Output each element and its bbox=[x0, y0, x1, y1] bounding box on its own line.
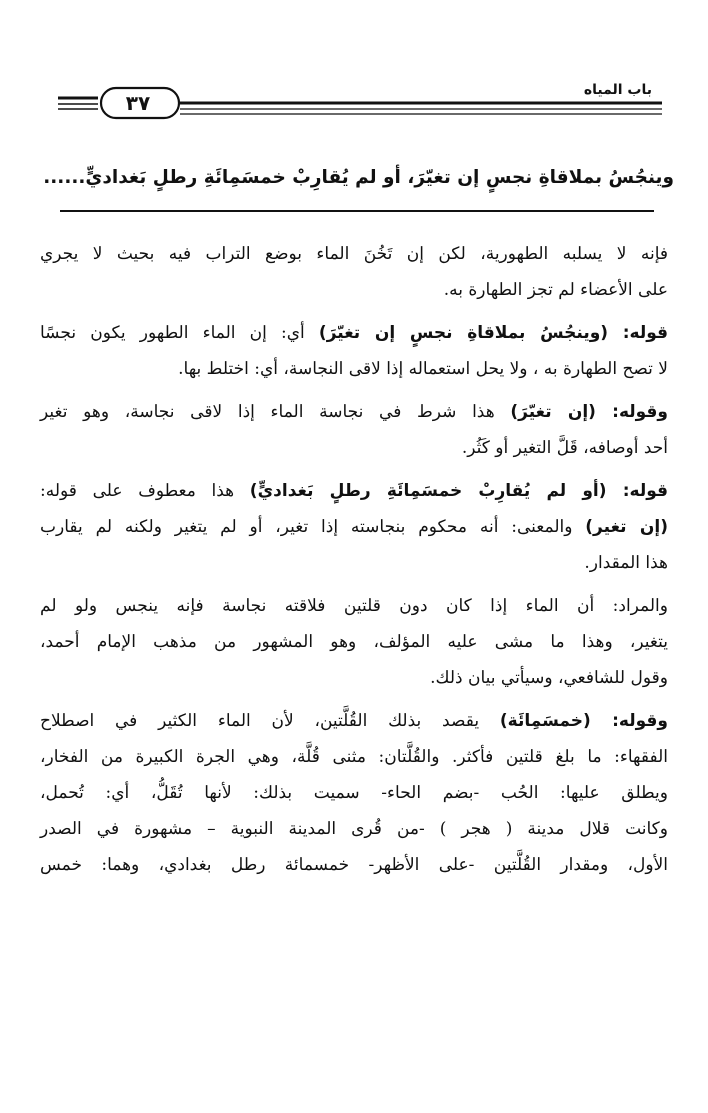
text-line-15 bbox=[40, 775, 668, 811]
text-line-5 bbox=[40, 394, 668, 430]
text-line-12 bbox=[40, 660, 668, 696]
text-line-17 bbox=[40, 847, 668, 883]
text-line-13 bbox=[40, 703, 668, 739]
line-text: وقول للشافعي، وسيأتي بيان ذلك. bbox=[430, 668, 668, 688]
text-line-4 bbox=[40, 351, 668, 387]
matn-divider bbox=[60, 210, 654, 212]
quoted-matn: (إن تغير) bbox=[585, 517, 669, 537]
line-text: والمراد: أن الماء إذا كان دون قلتين فلاقته نجاسة فإنه ينجس ولو لم bbox=[40, 596, 668, 616]
commentary-body bbox=[40, 236, 668, 883]
text-line-1 bbox=[40, 236, 668, 272]
line-text: هذا المقدار. bbox=[584, 553, 668, 573]
comment-label: قوله: bbox=[606, 481, 668, 501]
line-text: وكانت قلال مدينة ( هجر ) -من قُرى المدينة النبوية – مشهورة في الصدر bbox=[40, 819, 668, 839]
quoted-matn: (أو لم يُقارِبْ خمسَمِائَةِ رطلٍ بَغداديٍّ) bbox=[249, 481, 607, 501]
line-text: على الأعضاء لم تجز الطهارة به. bbox=[443, 280, 668, 300]
quoted-matn: (خمسَمِائَة) bbox=[499, 711, 591, 731]
line-text: أي: إن الماء الطهور يكون نجسًا bbox=[40, 323, 319, 343]
line-text: الفقهاء: ما بلغ قلتين فأكثر. والقُلَّتان: مثنى قُلَّة، وهي الجرة الكبيرة من الفخار، bbox=[40, 747, 668, 767]
line-text: الأول، ومقدار القُلَّتين -على الأظهر- خمسمائة رطل بغدادي، وهما: خمس bbox=[40, 855, 668, 875]
line-text: ويطلق عليها: الحُب -بضم الحاء- سميت بذلك: لأنها تُقَلُّ، أي: تُحمل، bbox=[40, 783, 668, 803]
text-line-6 bbox=[40, 430, 668, 466]
line-text: يتغير، وهذا ما مشى عليه المؤلف، وهو المشهور من مذهب الإمام أحمد، bbox=[40, 632, 668, 652]
quoted-matn: (وينجُسُ بملاقاةِ نجسٍ إن تغيّرَ) bbox=[318, 323, 609, 343]
text-line-11 bbox=[40, 624, 668, 660]
comment-label: وقوله: bbox=[595, 402, 668, 422]
text-line-14 bbox=[40, 739, 668, 775]
page-number: ٣٧ bbox=[125, 91, 151, 115]
line-text: والمعنى: أنه محكوم بنجاسته إذا تغير، أو لم يتغير ولكنه لم يقارب bbox=[40, 517, 586, 537]
text-line-8 bbox=[40, 509, 668, 545]
line-text: أحد أوصافه، قَلَّ التغير أو كَثُر. bbox=[461, 438, 668, 458]
text-line-9 bbox=[40, 545, 668, 581]
line-text: هذا معطوف على قوله: bbox=[40, 481, 250, 501]
chapter-title: باب المياه bbox=[583, 82, 652, 98]
text-line-10 bbox=[40, 588, 668, 624]
text-line-7 bbox=[40, 473, 668, 509]
text-line-2 bbox=[40, 272, 668, 308]
quoted-matn: (إن تغيّرَ) bbox=[510, 402, 596, 422]
text-line-3 bbox=[40, 315, 668, 351]
line-text: هذا شرط في نجاسة الماء إذا لاقى نجاسة، وهو تغير bbox=[40, 402, 511, 422]
line-text: يقصد بذلك القُلَّتين، لأن الماء الكثير في اصطلاح bbox=[40, 711, 500, 731]
line-text: فإنه لا يسلبه الطهورية، لكن إن تَخُنَ الماء بوضع التراب فيه بحيث لا يجري bbox=[40, 244, 668, 264]
comment-label: وقوله: bbox=[590, 711, 668, 731]
comment-label: قوله: bbox=[608, 323, 669, 343]
page-header bbox=[44, 78, 664, 128]
line-text: لا تصح الطهارة به ، ولا يحل استعماله إذا لاقى النجاسة، أي: اختلط بها. bbox=[178, 359, 668, 379]
text-line-16 bbox=[40, 811, 668, 847]
matn-text: وينجُسُ بملاقاةِ نجسٍ إن تغيّرَ، أو لم يُقارِبْ خمسَمِائَةِ رطلٍ بَغداديٍّ...... bbox=[43, 167, 674, 188]
